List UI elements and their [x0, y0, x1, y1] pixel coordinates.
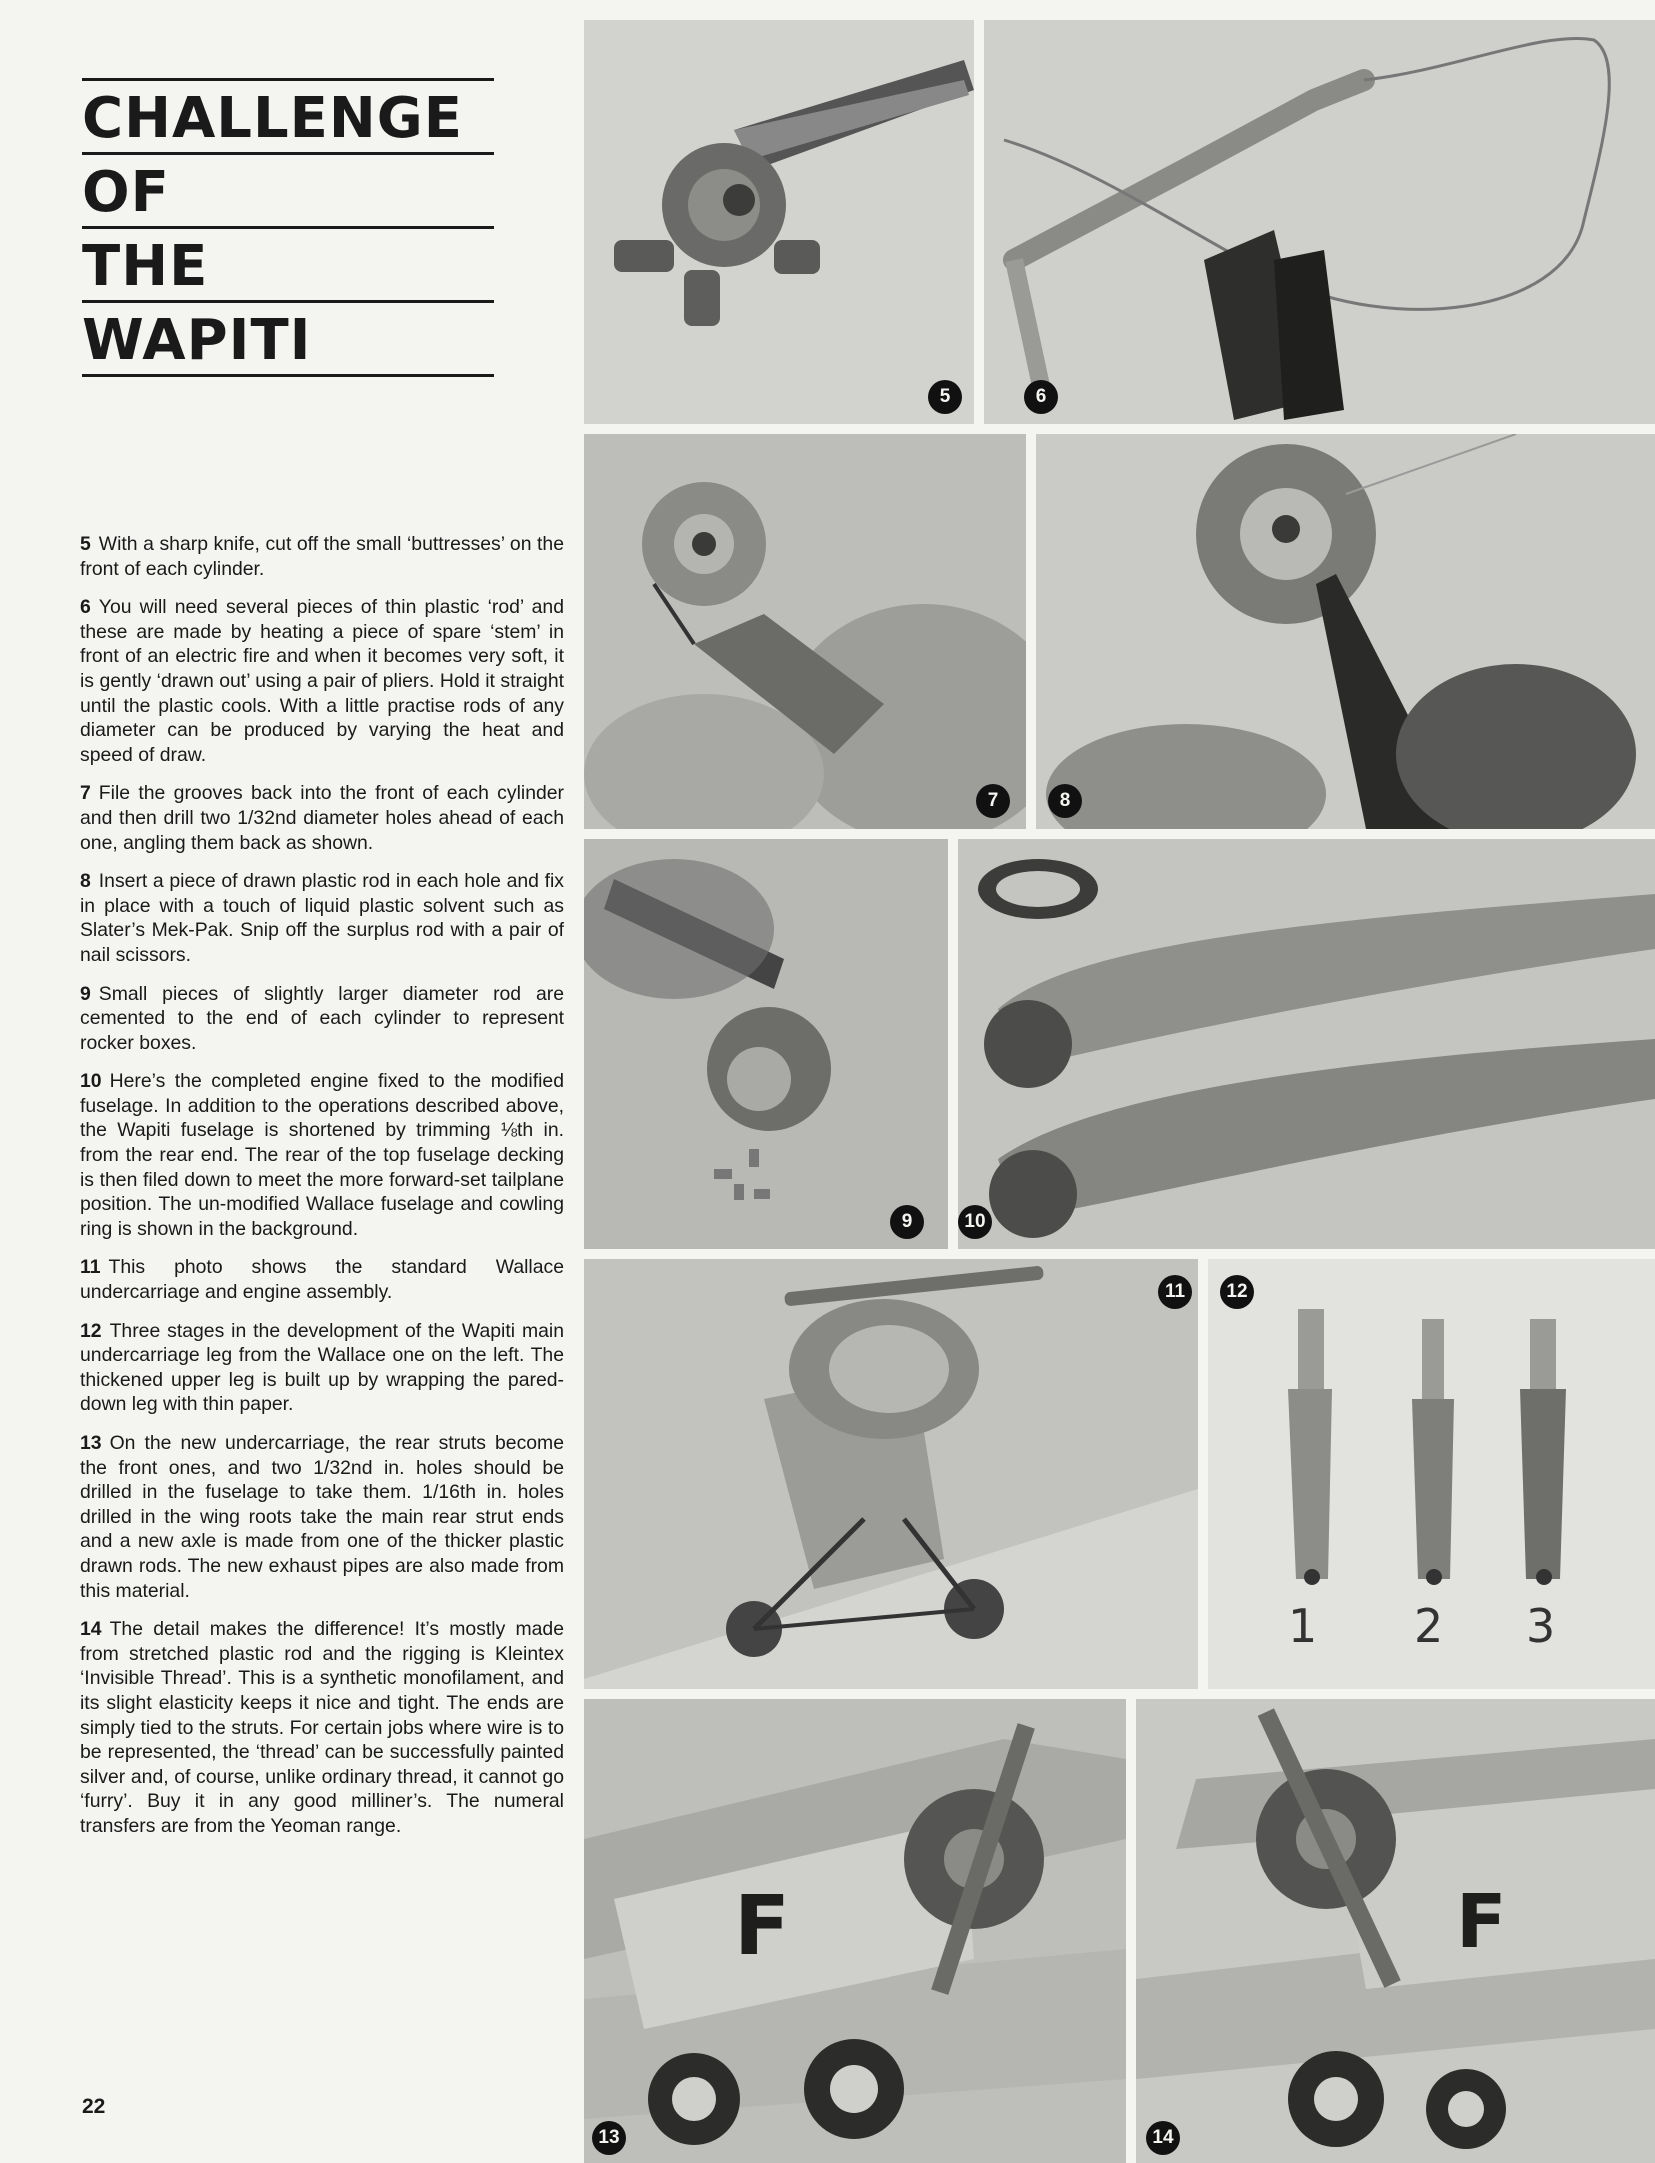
- step-6-paragraph: [80, 595, 564, 767]
- step-number: 9: [80, 982, 91, 1005]
- title-line-3: THE: [82, 226, 494, 300]
- step-text: You will need several pieces of thin plastic ‘rod’ and these are made by heating a piece of spare ‘stem’ in front of an electric fire and when it becomes very soft, it is gently ‘drawn out’ using a pair of pliers. Hold it straight until the plastic cools. With a little practise rods of any diameter can be produced by varying the heat and speed of draw.: [80, 596, 564, 766]
- photo-10-fuselages: [958, 839, 1655, 1249]
- stage-label-1: 1: [1288, 1599, 1318, 1653]
- step-12-paragraph: [80, 1319, 564, 1417]
- pin-vice-drill-illustration: [584, 434, 1026, 829]
- photo-number-badge: 12: [1220, 1275, 1254, 1309]
- photo-9-rocker-boxes: [584, 839, 948, 1249]
- step-text: Three stages in the development of the Wapiti main undercarriage leg from the Wallace one on the left. The thickened upper leg is built up by wrapping the pared-down leg with thin paper.: [80, 1319, 564, 1416]
- step-13-paragraph: [80, 1431, 564, 1603]
- article-body: [80, 532, 564, 1853]
- photo-number-badge: 7: [976, 784, 1010, 818]
- biplane-front-illustration: [584, 1699, 1126, 2163]
- two-fuselages-illustration: [958, 839, 1655, 1249]
- engine-tweezers-illustration: [584, 20, 974, 424]
- step-7-paragraph: [80, 781, 564, 855]
- step-number: 8: [80, 870, 91, 893]
- engine-rocker-boxes-illustration: [584, 839, 948, 1249]
- photo-14-finished-model-right: [1136, 1699, 1655, 2163]
- step-number: 7: [80, 782, 91, 805]
- step-number: 10: [80, 1070, 102, 1093]
- article-title: [82, 78, 494, 377]
- step-text: Here’s the completed engine fixed to the modified fuselage. In addition to the operations described above, the Wapiti fuselage is shortened by trimming ⅛th in. from the rear end. The rear of the top fuselage decking is then filed down to meet the more forward-set tailplane position. The un-modified Wallace fuselage and cowling ring is shown in the background.: [80, 1070, 564, 1240]
- step-text: With a sharp knife, cut off the small ‘buttresses’ on the front of each cylinder.: [80, 533, 564, 580]
- step-9-paragraph: [80, 982, 564, 1056]
- biplane-quarter-illustration: [1136, 1699, 1655, 2163]
- step-text: On the new undercarriage, the rear struts become the front ones, and two 1/32nd in. holes should be drilled in the fuselage to take them. 1/16th in. holes drilled in the wing roots take the main rear strut ends and a new axle is made from one of the thicker plastic drawn rods. The new exhaust pipes are also made from this material.: [80, 1432, 564, 1602]
- step-number: 14: [80, 1618, 102, 1641]
- photo-number-badge: 6: [1024, 380, 1058, 414]
- step-number: 13: [80, 1432, 102, 1454]
- step-10-paragraph: [80, 1069, 564, 1241]
- page-number: 22: [82, 2095, 106, 2118]
- step-number: 12: [80, 1319, 102, 1342]
- step-5-paragraph: [80, 532, 564, 581]
- step-8-paragraph: [80, 869, 564, 967]
- photo-12-three-stages: [1208, 1259, 1655, 1689]
- photo-5-engine-tweezers: [584, 20, 974, 424]
- stage-label-2: 2: [1414, 1599, 1444, 1653]
- photo-6-drawing-rod-pliers: [984, 20, 1655, 424]
- step-11-paragraph: [80, 1255, 564, 1304]
- fuselage-code-letter: F: [1456, 1879, 1507, 1965]
- step-text: Small pieces of slightly larger diameter rod are cemented to the end of each cylinder to represent rocker boxes.: [80, 982, 564, 1054]
- photo-13-finished-model-left: [584, 1699, 1126, 2163]
- stage-label-3: 3: [1526, 1599, 1556, 1653]
- step-text: The detail makes the difference! It’s mostly made from stretched plastic rod and the rigging is Kleintex ‘Invisible Thread’. This is a synthetic monofilament, and its slight elasticity keeps it nice and tight. The ends are simply tied to the struts. For certain jobs where wire is to be represented, the ‘thread’ can be successfully painted silver and, of course, unlike ordinary thread, it cannot go ‘furry’. Buy it in any good milliner’s. The numeral transfers are from the Yeoman range.: [80, 1618, 564, 1837]
- step-text: File the grooves back into the front of each cylinder and then drill two 1/32nd diameter holes ahead of each one, angling them back as shown.: [80, 782, 564, 854]
- photo-number-badge: 11: [1158, 1275, 1192, 1309]
- step-14-paragraph: [80, 1617, 564, 1838]
- undercarriage-engine-illustration: [584, 1259, 1198, 1689]
- step-number: 6: [80, 596, 91, 619]
- photo-number-badge: 9: [890, 1205, 924, 1239]
- photo-number-badge: 5: [928, 380, 962, 414]
- photo-number-badge: 8: [1048, 784, 1082, 818]
- fuselage-code-letter: F: [734, 1879, 791, 1974]
- photo-7-drilling-holes: [584, 434, 1026, 829]
- photo-11-wallace-undercarriage: [584, 1259, 1198, 1689]
- photo-number-badge: 10: [958, 1205, 992, 1239]
- photo-number-badge: 14: [1146, 2121, 1180, 2155]
- step-text: This photo shows the standard Wallace undercarriage and engine assembly.: [80, 1256, 564, 1304]
- title-bottom-rule: [82, 374, 494, 377]
- step-number: 5: [80, 533, 91, 555]
- pliers-sprue-illustration: [984, 20, 1655, 424]
- step-number: 11: [80, 1256, 101, 1279]
- title-line-1: CHALLENGE: [82, 78, 494, 152]
- step-text: Insert a piece of drawn plastic rod in each hole and fix in place with a touch of liquid plastic solvent such as Slater’s Mek-Pak. Snip off the surplus rod with a pair of nail scissors.: [80, 870, 564, 966]
- title-line-4: WAPITI: [82, 300, 494, 374]
- title-line-2: OF: [82, 152, 494, 226]
- engine-with-rods-illustration: [1036, 434, 1655, 829]
- photo-number-badge: 13: [592, 2121, 626, 2155]
- photo-8-inserting-rods: [1036, 434, 1655, 829]
